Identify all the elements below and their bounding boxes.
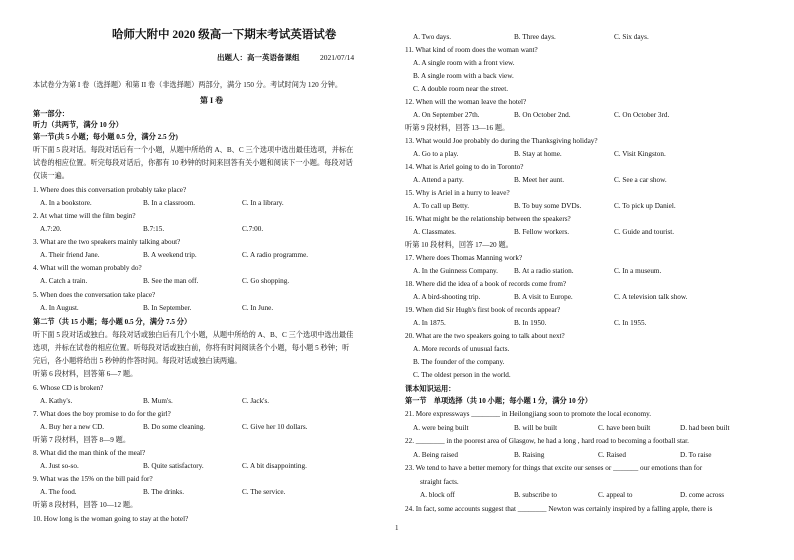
option: C. In a museum. <box>614 267 662 275</box>
question-23: 23. We tend to have a better memory for things that excite our senses or _______ our emotions than for <box>405 464 703 472</box>
option: B. At a radio station. <box>514 267 574 275</box>
option: B. Mum's. <box>143 397 173 405</box>
option: D. come across <box>680 491 725 499</box>
option: C. In June. <box>242 304 274 312</box>
option: A. A single room with a front view. <box>413 59 515 67</box>
option: B. On October 2nd. <box>514 111 571 119</box>
option: A. The food. <box>40 488 77 496</box>
option: B. subscribe to <box>514 491 557 499</box>
option: A. A bird-shooting trip. <box>413 293 481 301</box>
option: B. Quite satisfactory. <box>143 462 204 470</box>
instruction-line: 听下面 5 段对话或独白。每段对话或独白后有几个小题，从题中所给的 A、B、C 三个选项中选出最佳 <box>33 331 354 339</box>
instruction-line: 试卷的相应位置。听完每段对话后，你都有 10 秒钟的时间来回答有关小题和阅读下一小题。每段对话 <box>33 159 353 167</box>
option: B. See the man off. <box>143 277 199 285</box>
option: C. In 1955. <box>614 319 647 327</box>
question-8: 8. What did the man think of the meal? <box>33 449 146 457</box>
question-13: 13. What would Joe probably do during the Thanksgiving holiday? <box>405 137 598 145</box>
option: C. Guide and tourist. <box>614 228 675 236</box>
option: A. Their friend Jane. <box>40 251 100 259</box>
question-4: 4. What will the woman probably do? <box>33 264 142 272</box>
option: A. Two days. <box>413 33 452 41</box>
question-11: 11. What kind of room does the woman want? <box>405 46 538 54</box>
option: C. appeal to <box>598 491 633 499</box>
option: B. The founder of the company. <box>413 358 505 366</box>
option: B. In a classroom. <box>143 199 196 207</box>
option: A. In 1875. <box>413 319 446 327</box>
listening-heading: 听力（共两节，满分 10 分） <box>33 121 123 129</box>
option: A. Being raised <box>413 451 458 459</box>
option: B. A visit to Europe. <box>514 293 573 301</box>
question-21: 21. More expressways ________ in Heilongjiang soon to promote the local economy. <box>405 410 652 418</box>
option: A. In August. <box>40 304 79 312</box>
option: C. On October 3rd. <box>614 111 670 119</box>
option: C. Visit Kingston. <box>614 150 666 158</box>
option: C. Give her 10 dollars. <box>242 423 308 431</box>
material-note: 听第 10 段材料，回答 17—20 题。 <box>405 241 513 249</box>
option: A. Catch a train. <box>40 277 88 285</box>
volume-heading: 第 I 卷 <box>200 96 224 105</box>
option: B. A single room with a back view. <box>413 72 514 80</box>
option: C. Jack's. <box>242 397 270 405</box>
instruction-line: 仅读一遍。 <box>33 172 69 180</box>
page-number: 1 <box>395 524 399 532</box>
material-note: 听第 6 段材料，回答第 6—7 题。 <box>33 370 138 378</box>
option: C.7:00. <box>242 225 264 233</box>
option: C. Raised <box>598 451 626 459</box>
question-5: 5. When does the conversation take place? <box>33 291 156 299</box>
instruction-line: 听下面 5 段对话。每段对话后有一个小题，从题中所给的 A、B、C 三个选项中选出最佳选项，并标在 <box>33 146 354 154</box>
option: A. were being built <box>413 424 469 432</box>
exam-intro: 本试卷分为第 I 卷（选择题）和第 II 卷（非选择题）两部分，满分 150 分。考试时间为 120 分钟。 <box>33 81 343 89</box>
option: B. Three days. <box>514 33 556 41</box>
option: C. A bit disappointing. <box>242 462 307 470</box>
section-heading: 第一节(共 5 小题；每小题 0.5 分，满分 2.5 分) <box>33 133 178 141</box>
option: A. In the Guinness Company. <box>413 267 498 275</box>
option: C. A double room near the street. <box>413 85 509 93</box>
option: C. In a library. <box>242 199 284 207</box>
option: D. had been built <box>680 424 730 432</box>
material-note: 听第 8 段材料，回答 10—12 题。 <box>33 501 138 509</box>
question-14: 14. What is Ariel going to do in Toronto? <box>405 163 524 171</box>
question-19: 19. When did Sir Hugh's first book of records appear? <box>405 306 561 314</box>
instruction-line: 选项，并标在试卷的相应位置。听每段对话或独白前，你将有时间阅读各个小题，每小题 5 秒钟；听 <box>33 344 350 352</box>
option: C. Go shopping. <box>242 277 290 285</box>
option: A. Go to a play. <box>413 150 459 158</box>
knowledge-heading: 课本知识运用： <box>405 385 456 393</box>
option: C. To pick up Daniel. <box>614 202 676 210</box>
option: B. Stay at home. <box>514 150 562 158</box>
page-title: 哈师大附中 2020 级高一下期末考试英语试卷 <box>112 29 337 41</box>
option: B. will be built <box>514 424 558 432</box>
material-note: 听第 7 段材料，回答 8—9 题。 <box>33 436 131 444</box>
option: A. More records of unusual facts. <box>413 345 510 353</box>
question-23-continued: straight facts. <box>420 478 459 486</box>
option: B. In September. <box>143 304 192 312</box>
question-2: 2. At what time will the film begin? <box>33 212 136 220</box>
question-16: 16. What might be the relationship between the speakers? <box>405 215 571 223</box>
option: A. To call up Betty. <box>413 202 469 210</box>
question-6: 6. Whose CD is broken? <box>33 384 104 392</box>
section-heading: 第二节（共 15 小题；每小题 0.5 分，满分 7.5 分） <box>33 318 192 326</box>
option: C. A radio programme. <box>242 251 309 259</box>
instruction-line: 完后，各小题将给出 5 秒钟的作答时间。每段对话或独白读两遍。 <box>33 357 242 365</box>
question-18: 18. Where did the idea of a book of records come from? <box>405 280 567 288</box>
option: A. Kathy's. <box>40 397 73 405</box>
option: A. Just so-so. <box>40 462 79 470</box>
option: C. The service. <box>242 488 286 496</box>
question-10: 10. How long is the woman going to stay at the hotel? <box>33 515 189 523</box>
section-heading: 第一节 单项选择（共 10 小题；每小题 1 分，满分 10 分） <box>405 397 592 405</box>
question-12: 12. When will the woman leave the hotel? <box>405 98 527 106</box>
question-7: 7. What does the boy promise to do for the girl? <box>33 410 171 418</box>
option: B. To buy some DVDs. <box>514 202 582 210</box>
part-heading: 第一部分： <box>33 110 69 118</box>
option: A. Buy her a new CD. <box>40 423 105 431</box>
option: B. Do some cleaning. <box>143 423 206 431</box>
option: B.7:15. <box>143 225 165 233</box>
byline: 出题人：高一英语备课组 <box>217 53 300 62</box>
option: B. Meet her aunt. <box>514 176 565 184</box>
date: 2021/07/14 <box>320 53 355 62</box>
question-9: 9. What was the 15% on the bill paid for? <box>33 475 153 483</box>
question-17: 17. Where does Thomas Manning work? <box>405 254 523 262</box>
question-15: 15. Why is Ariel in a hurry to leave? <box>405 189 510 197</box>
option: A. block off <box>420 491 455 499</box>
option: C. have been built <box>598 424 651 432</box>
question-22: 22. ________ in the poorest area of Glasgow, he had a long , hard road to becoming a football star. <box>405 437 689 445</box>
option: A.7:20. <box>40 225 62 233</box>
option: C. The oldest person in the world. <box>413 371 511 379</box>
option: C. A television talk show. <box>614 293 688 301</box>
option: D. To raise <box>680 451 712 459</box>
option: B. In 1950. <box>514 319 547 327</box>
question-24: 24. In fact, some accounts suggest that ________ Newton was certainly inspired by a falling apple, there is <box>405 505 713 513</box>
option: B. A weekend trip. <box>143 251 197 259</box>
option: A. On September 27th. <box>413 111 480 119</box>
option: A. Classmates. <box>413 228 456 236</box>
material-note: 听第 9 段材料，回答 13—16 题。 <box>405 124 510 132</box>
option: B. The drinks. <box>143 488 184 496</box>
option: B. Raising <box>514 451 545 459</box>
question-1: 1. Where does this conversation probably take place? <box>33 186 187 194</box>
question-20: 20. What are the two speakers going to talk about next? <box>405 332 565 340</box>
option: B. Fellow workers. <box>514 228 570 236</box>
option: C. Six days. <box>614 33 649 41</box>
option: A. Attend a party. <box>413 176 464 184</box>
option: A. In a bookstore. <box>40 199 92 207</box>
option: C. See a car show. <box>614 176 667 184</box>
question-3: 3. What are the two speakers mainly talking about? <box>33 238 181 246</box>
